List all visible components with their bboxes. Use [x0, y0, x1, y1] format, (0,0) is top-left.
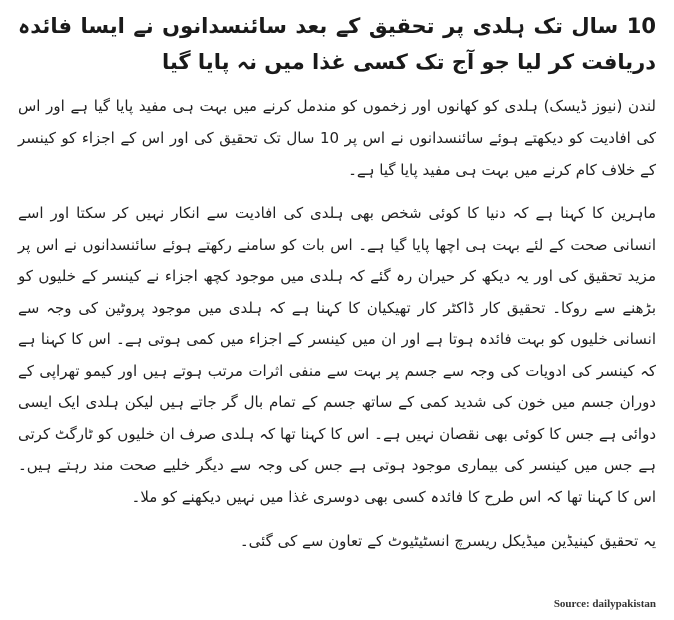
article [18, 8, 656, 612]
article-headline: 10 سال تک ہلدی پر تحقیق کے بعد سائنسدانوں نے ایسا فائدہ دریافت کر لیا جو آج تک کسی غذا میں نہ پایا گیا [18, 14, 656, 74]
article-paragraph-closing: یہ تحقیق کینیڈین میڈیکل ریسرچ انسٹیٹیوٹ کے تعاون سے کی گئی۔ [239, 532, 656, 550]
source-credit: Source: dailypakistan [553, 598, 656, 610]
article-paragraph-intro: لندن (نیوز ڈیسک) ہلدی کو کھانوں اور زخموں کو مندمل کرنے میں بہت ہی مفید پایا گیا ہے اور اس کی افادیت کو دیکھتے ہوئے سائنسدانوں نے اس پر 10 سال تک تحقیق کی اور اس کے اجزاء کو کینسر کے خلاف کام کرنے میں بہت ہی مفید پایا گیا ہے۔ [18, 97, 656, 179]
article-paragraph-body: ماہرین کا کہنا ہے کہ دنیا کا کوئی شخص بھی ہلدی کی افادیت سے انکار نہیں کر سکتا اور اسے انسانی صحت کے لئے بہت ہی اچھا پایا گیا ہے۔ اس بات کو سامنے رکھتے ہوئے سائنسدانوں نے اس پر مزید تحقیق کی اور یہ دیکھ کر حیران رہ گئے کہ ہلدی میں موجود کچھ اجزاء نے کینسر کے خلیوں کو بڑھنے سے روکا۔ تحقیق کار ڈاکٹر کار تھیکیان کا کہنا ہے کہ ہلدی میں موجود پروٹین کی وجہ سے انسانی خلیوں کو بہت فائدہ ہوتا ہے اور ان میں کینسر کے اجزاء میں کمی ہوتی ہے۔ اس کا کہنا ہے کہ کینسر کی ادویات کی وجہ سے جسم پر بہت سے منفی اثرات مرتب ہوتے ہیں اور کیمو تھراپی کے دوران جسم میں خون کی شدید کمی کے ساتھ جسم کے تمام بال گر جاتے ہیں لیکن ہلدی ایک ایسی دوائی ہے جس کا کوئی بھی نقصان نہیں ہے۔ اس کا کہنا تھا کہ ہلدی صرف ان خلیوں کو ٹارگٹ کرتی ہے جس میں کینسر کی بیماری موجود ہوتی ہے جس کی وجہ سے دیگر خلیے صحت مند رہتے ہیں۔ اس کا کہنا تھا کہ اس طرح کا فائدہ کسی بھی دوسری غذا میں نہیں دیکھنے کو ملا۔ [18, 204, 656, 506]
